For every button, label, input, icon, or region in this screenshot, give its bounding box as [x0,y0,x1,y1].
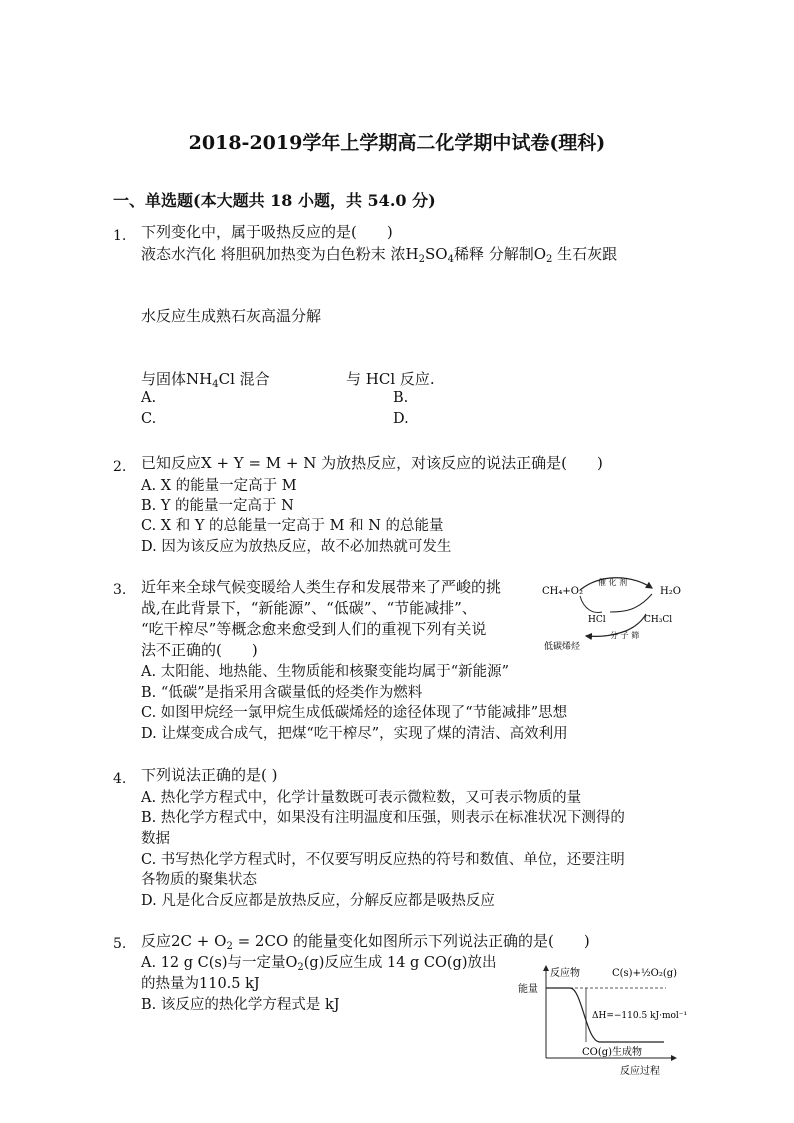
option-a[interactable]: A. X 的能量一定高于 M [141,478,297,494]
stem-line-3b: 与 HCl 反应. [346,370,435,388]
question-number: 2. [113,459,127,475]
catalyst-label: 催 化 剂 [598,578,628,587]
option-b[interactable]: B. 该反应的热化学方程式是 kJ [141,997,340,1013]
option-d[interactable]: D. [393,411,409,427]
stem-line-4: 法不正确的( ) [141,641,258,659]
option-d[interactable]: D. 让煤变成合成气，把煤“吃干榨尽”，实现了煤的清洁、高效利用 [141,726,568,742]
methane-conversion-diagram [540,572,690,654]
option-b[interactable]: B. Y 的能量一定高于 N [141,498,294,514]
arrow-mid [610,594,652,612]
option-c[interactable]: C. [141,411,157,427]
stem-line-1: 近年来全球气候变暖给人类生存和发展带来了严峻的挑 [141,578,502,596]
option-d[interactable]: D. 凡是化合反应都是放热反应，分解反应都是吸热反应 [141,893,495,909]
option-a[interactable]: A. [141,390,157,406]
option-c[interactable]: C. X 和 Y 的总能量一定高于 M 和 N 的总能量 [141,518,444,534]
arrow-left [580,596,602,612]
stem-line-1: 液态水汽化 将胆矾加热变为白色粉末 浓$H_2SO_4$稀释 分解制$O_2$ 生石灰跟 [141,245,618,265]
stem-line-3: “吃干榨尽”等概念愈来愈受到人们的重视下列有关说 [141,620,487,638]
option-a[interactable]: A. 太阳能、地热能、生物质能和核聚变能均属于“新能源” [141,664,510,680]
option-b[interactable]: B. [393,390,409,406]
x-axis-label: 反应过程 [620,1066,660,1077]
question-number: 1. [113,228,127,244]
question-stem: 下列说法正确的是( ) [141,766,278,784]
reactant-label: 反应物 [550,968,580,979]
section-heading: 一、单选题(本大题共 18 小题，共 54.0 分) [113,191,436,210]
product-label: CO(g)生成物 [582,1047,643,1058]
option-a[interactable]: A. 热化学方程式中，化学计量数既可表示微粒数，又可表示物质的量 [141,790,582,806]
option-c-cont[interactable]: 各物质的聚集状态 [141,872,257,888]
paper-title: 2018-2019学年上学期高二化学期中试卷(理科) [188,132,606,154]
ch3cl-label: CH₃Cl [644,615,673,625]
y-axis-label: 能量 [518,984,538,995]
stem-line-3: 与固体$NH_4Cl$ 混合 [141,370,270,390]
stem-text: 下列变化中，属于吸热反应的是( [141,223,357,241]
question-number: 3. [113,582,127,598]
option-a-cont[interactable]: 的热量为110.5 kJ [141,976,260,992]
stem-close: ) [386,223,393,241]
option-b[interactable]: B. “低碳”是指采用含碳量低的烃类作为燃料 [141,685,423,701]
option-a[interactable]: A. 12 g C(s)与一定量$O_2(g)$反应生成 14 g CO(g)放出 [141,955,497,973]
stem-line-2: 战,在此背景下，“新能源”、“低碳”、“节能减排”、 [141,599,477,617]
option-d[interactable]: D. 因为该反应为放热反应，故不必加热就可发生 [141,539,452,555]
hcl-label: HCl [588,615,606,625]
water-label: H₂O [660,586,681,597]
question-number: 5. [113,936,127,952]
option-c[interactable]: C. 书写热化学方程式时，不仅要写明反应热的符号和数值、单位，还要注明 [141,852,625,868]
option-c[interactable]: C. 如图甲烷经一氯甲烷生成低碳烯烃的途径体现了“节能减排”思想 [141,705,568,721]
energy-diagram [516,962,706,1078]
delta-h-label: ΔH=−110.5 kJ·mol⁻¹ [592,1011,688,1021]
reactant-formula: C(s)+½O₂(g) [612,968,678,979]
option-b[interactable]: B. 热化学方程式中，如果没有注明温度和压强，则表示在标准状况下测得的 [141,810,625,826]
olefin-label: 低碳烯烃 [544,642,581,652]
stem-line-2: 水反应生成熟石灰高温分解 [141,307,322,325]
question-number: 4. [113,771,127,787]
question-stem [141,221,393,242]
question-stem: 已知反应X + Y = M + N 为放热反应，对该反应的说法正确是( ) [141,454,603,472]
question-stem: 反应$2C + O_2 = 2CO$ 的能量变化如图所示下列说法正确的是( ) [141,932,590,952]
sieve-label: 分 子 筛 [610,631,640,640]
reactants-label: CH₄+O₂ [542,586,583,597]
option-b-cont[interactable]: 数据 [141,831,170,847]
